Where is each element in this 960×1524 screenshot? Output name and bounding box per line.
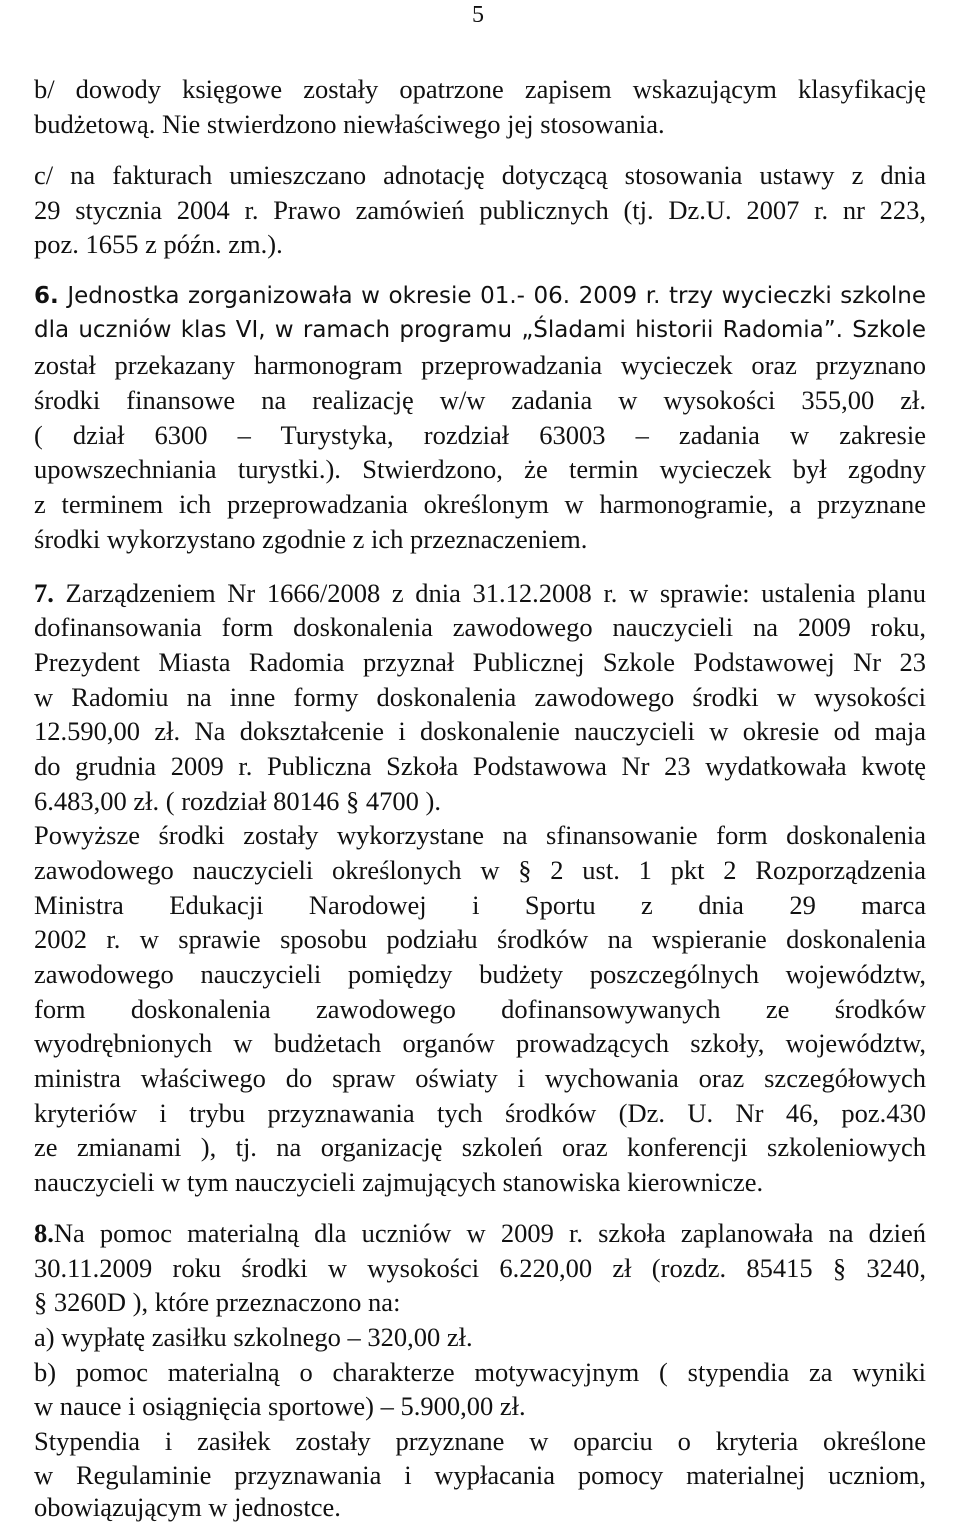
text-line: środki wykorzystano zgodnie z ich przeznaczeniem. — [34, 524, 588, 554]
text-line: kryteriów i trybu przyznawania tych środków (Dz. U. Nr 46, poz.430 — [34, 1098, 926, 1128]
text-line: do grudnia 2009 r. Publiczna Szkoła Podstawowa Nr 23 wydatkowała kwotę — [34, 751, 926, 781]
text-line: budżetową. Nie stwierdzono niewłaściwego jej stosowania. — [34, 109, 665, 139]
text-line: Jednostka zorganizowała w okresie 01.- 06. 2009 r. trzy wycieczki szkolne — [67, 283, 927, 309]
text-line: dofinansowania form doskonalenia zawodowego nauczycieli na 2009 roku, — [34, 612, 926, 642]
text-line: upowszechniania turystki.). Stwierdzono, że termin wycieczek był zgodny — [34, 454, 926, 484]
text-line: 30.11.2009 roku środki w wysokości 6.220,00 zł (rozdz. 85415 § 3240, — [34, 1253, 926, 1283]
text-line: b) pomoc materialną o charakterze motywacyjnym ( stypendia za wyniki — [34, 1357, 926, 1387]
text-line: zawodowego nauczycieli pomiędzy budżety poszczególnych województw, — [34, 959, 926, 989]
section-6-first-line — [34, 279, 926, 313]
section-8-first-line — [34, 1216, 926, 1250]
section-7-number: 7. — [34, 578, 54, 608]
text-line: wyodrębnionych w budżetach organów prowadzących szkoły, województw, — [34, 1028, 926, 1058]
text-line: § 3260D ), które przeznaczono na: — [34, 1287, 401, 1317]
text-line: Prezydent Miasta Radomia przyznał Publicznej Szkole Podstawowej Nr 23 — [34, 647, 926, 677]
text-line: 6.483,00 zł. ( rozdział 80146 § 4700 ). — [34, 786, 441, 816]
text-line: c/ na fakturach umieszczano adnotację dotyczącą stosowania ustawy z dnia — [34, 160, 926, 190]
text-line: ze zmianami ), tj. na organizację szkoleń oraz konferencji szkoleniowych — [34, 1132, 926, 1162]
text-line: obowiązującym w jednostce. — [34, 1492, 341, 1522]
section-6-number: 6. — [34, 283, 59, 309]
text-line: Ministra Edukacji Narodowej i Sportu z dnia 29 marca — [34, 890, 926, 920]
text-line: 2002 r. w sprawie sposobu podziału środków na wspieranie doskonalenia — [34, 924, 926, 954]
text-line: 12.590,00 zł. Na dokształcenie i doskonalenie nauczycieli w okresie od maja — [34, 716, 926, 746]
text-line: Na pomoc materialną dla uczniów w 2009 r. szkoła zaplanowała na dzień — [53, 1218, 926, 1248]
text-line: 29 stycznia 2004 r. Prawo zamówień publicznych (tj. Dz.U. 2007 r. nr 223, — [34, 195, 926, 225]
text-line: z terminem ich przeprowadzania określonym w harmonogramie, a przyznane — [34, 489, 926, 519]
text-line: w Regulaminie przyznawania i wypłacania pomocy materialnej uczniom, — [34, 1460, 926, 1490]
text-line: poz. 1655 z późn. zm.). — [34, 229, 283, 259]
text-line: b/ dowody księgowe zostały opatrzone zapisem wskazującym klasyfikację — [34, 74, 926, 104]
text-line: form doskonalenia zawodowego dofinansowywanych ze środków — [34, 994, 926, 1024]
section-8-number: 8. — [34, 1218, 54, 1248]
text-line: Zarządzeniem Nr 1666/2008 z dnia 31.12.2008 r. w sprawie: ustalenia planu — [65, 578, 927, 608]
text-line: został przekazany harmonogram przeprowadzania wycieczek oraz przyznano — [34, 350, 926, 380]
text-line: zawodowego nauczycieli określonych w § 2 ust. 1 pkt 2 Rozporządzenia — [34, 855, 926, 885]
text-line: ministra właściwego do spraw oświaty i wychowania oraz szczegółowych — [34, 1063, 926, 1093]
text-line: a) wypłatę zasiłku szkolnego – 320,00 zł. — [34, 1322, 473, 1352]
section-7-first-line — [34, 576, 926, 610]
text-line: w Radomiu na inne formy doskonalenia zawodowego środki w wysokości — [34, 682, 926, 712]
text-line: ( dział 6300 – Turystyka, rozdział 63003 – zadania w zakresie — [34, 420, 926, 450]
text-line: dla uczniów klas VI, w ramach programu „Śladami historii Radomia”. Szkole — [34, 317, 926, 343]
text-line: środki finansowe na realizację w/w zadania w wysokości 355,00 zł. — [34, 385, 926, 415]
text-line: w nauce i osiągnięcia sportowe) – 5.900,00 zł. — [34, 1391, 526, 1421]
text-line: Stypendia i zasiłek zostały przyznane w oparciu o kryteria określone — [34, 1426, 926, 1456]
text-line: Powyższe środki zostały wykorzystane na sfinansowanie form doskonalenia — [34, 820, 926, 850]
text-line: nauczycieli w tym nauczycieli zajmujących stanowiska kierownicze. — [34, 1167, 764, 1197]
page-number: 5 — [472, 2, 484, 28]
